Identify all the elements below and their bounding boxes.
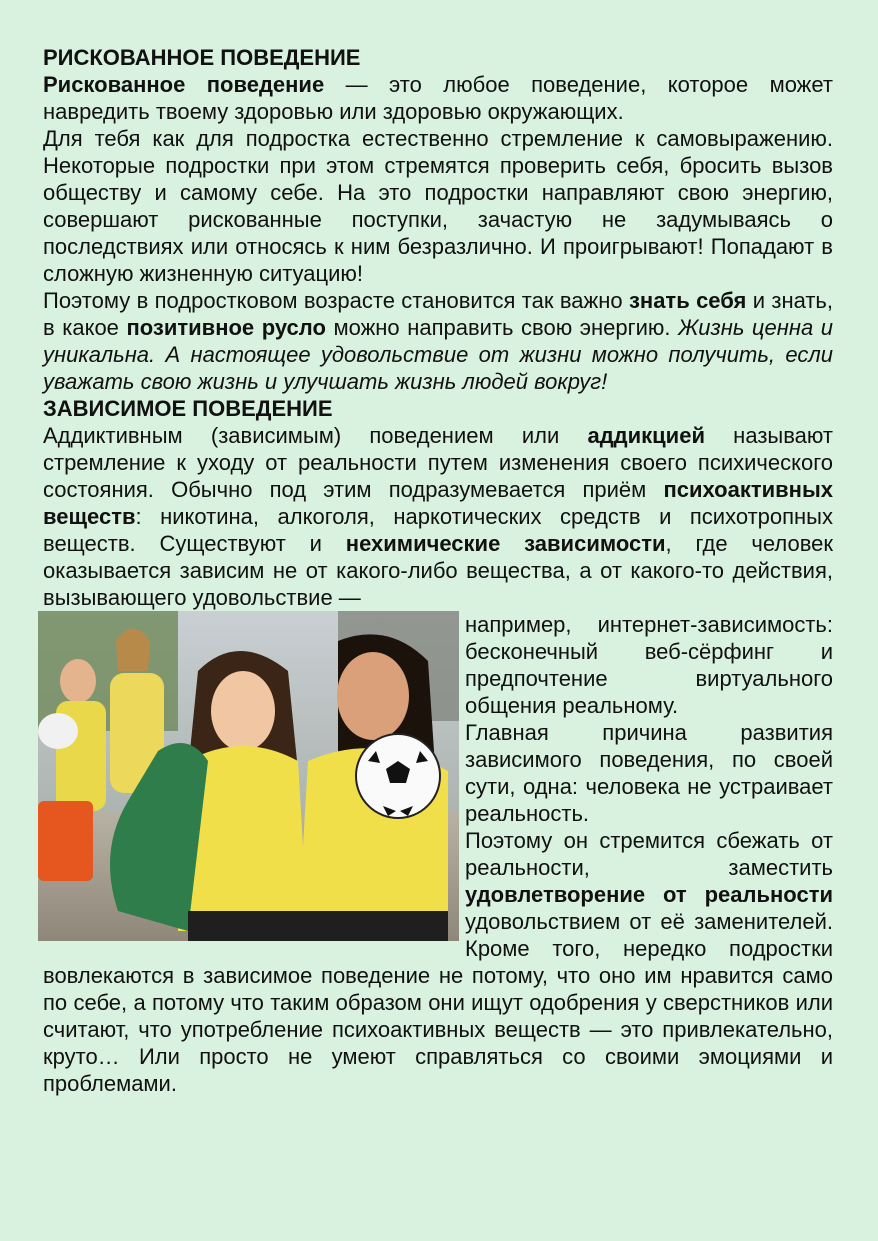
- photo-teen-girls-with-ball: [38, 611, 459, 941]
- text-before-photo: , где человек оказывается зависим не от какого-либо вещества, а от какого-то действия, вызывающего удовольствие —: [43, 531, 833, 610]
- text: удовольствием от её заменителей. Кроме того, нередко подростки вовлекаются в зависимое поведение не потому, что оно им нравится само по себе, а потому что таким образом они ищут одобрения у сверстников или считают, что употребление психоактивных веществ — это привлекательно, круто… Или просто не умеют справляться со своими эмоциями и проблемами.: [43, 909, 833, 1096]
- paragraph-definition: [43, 71, 833, 125]
- text: Поэтому он стремится сбежать от реальности, заместить: [465, 828, 833, 880]
- text: Аддиктивным (зависимым) поведением или: [43, 423, 588, 448]
- text: — это любое поведение, которое может навредить твоему здоровью или здоровью окружающих.: [43, 72, 833, 124]
- term-know-self: знать себя: [628, 288, 747, 313]
- article: [43, 44, 833, 1097]
- section-title-risky: РИСКОВАННОЕ ПОВЕДЕНИЕ: [43, 45, 361, 70]
- text: и знать, в какое: [43, 288, 834, 340]
- term-psychoactive: психоактивных веществ: [43, 477, 833, 529]
- text: можно направить свою энергию.: [325, 315, 679, 340]
- photo-container: [38, 611, 459, 941]
- section-title-addictive: ЗАВИСИМОЕ ПОВЕДЕНИЕ: [43, 396, 333, 421]
- paragraph-know-yourself: [43, 287, 833, 395]
- term-addiction: аддикцией: [587, 423, 705, 448]
- paragraph-main-reason: Главная причина развития зависимого поведения, по своей сути, одна: человека не устраивает реальность.: [465, 720, 833, 826]
- text: : никотина, алкоголя, наркотических средств и психотропных веществ. Существуют и: [43, 504, 833, 556]
- term-satisfaction: удовлетворение от реальности: [465, 882, 833, 907]
- paragraph-addiction-continued: например, интернет-зависимость: бесконечный веб-сёрфинг и предпочтение виртуального общения реальному.: [465, 612, 833, 718]
- italic-quote: Жизнь ценна и уникальна. А настоящее удовольствие от жизни можно получить, если уважать свою жизнь и улучшать жизнь людей вокруг!: [43, 315, 833, 394]
- text: называют стремление к уходу от реальности путем изменения своего психического состояния. Обычно под этим подразумевается приём: [43, 423, 833, 502]
- text: Поэтому в подростковом возрасте становится так важно: [43, 288, 629, 313]
- paragraph-teen: Для тебя как для подростка естественно стремление к самовыражению. Некоторые подростки при этом стремятся проверить себя, бросить вызов обществу и самому себе. На это подростки направляют свою энергию, совершают рискованные поступки, зачастую не задумываясь о последствиях или относясь к ним безразлично. И проигрывают! Попадают в сложную жизненную ситуацию!: [43, 126, 833, 286]
- term-positive: позитивное русло: [126, 315, 326, 340]
- paragraph-addiction: [43, 422, 833, 611]
- term-nonchemical: нехимические зависимости: [345, 531, 666, 556]
- term-risky: Рискованное поведение: [43, 72, 325, 97]
